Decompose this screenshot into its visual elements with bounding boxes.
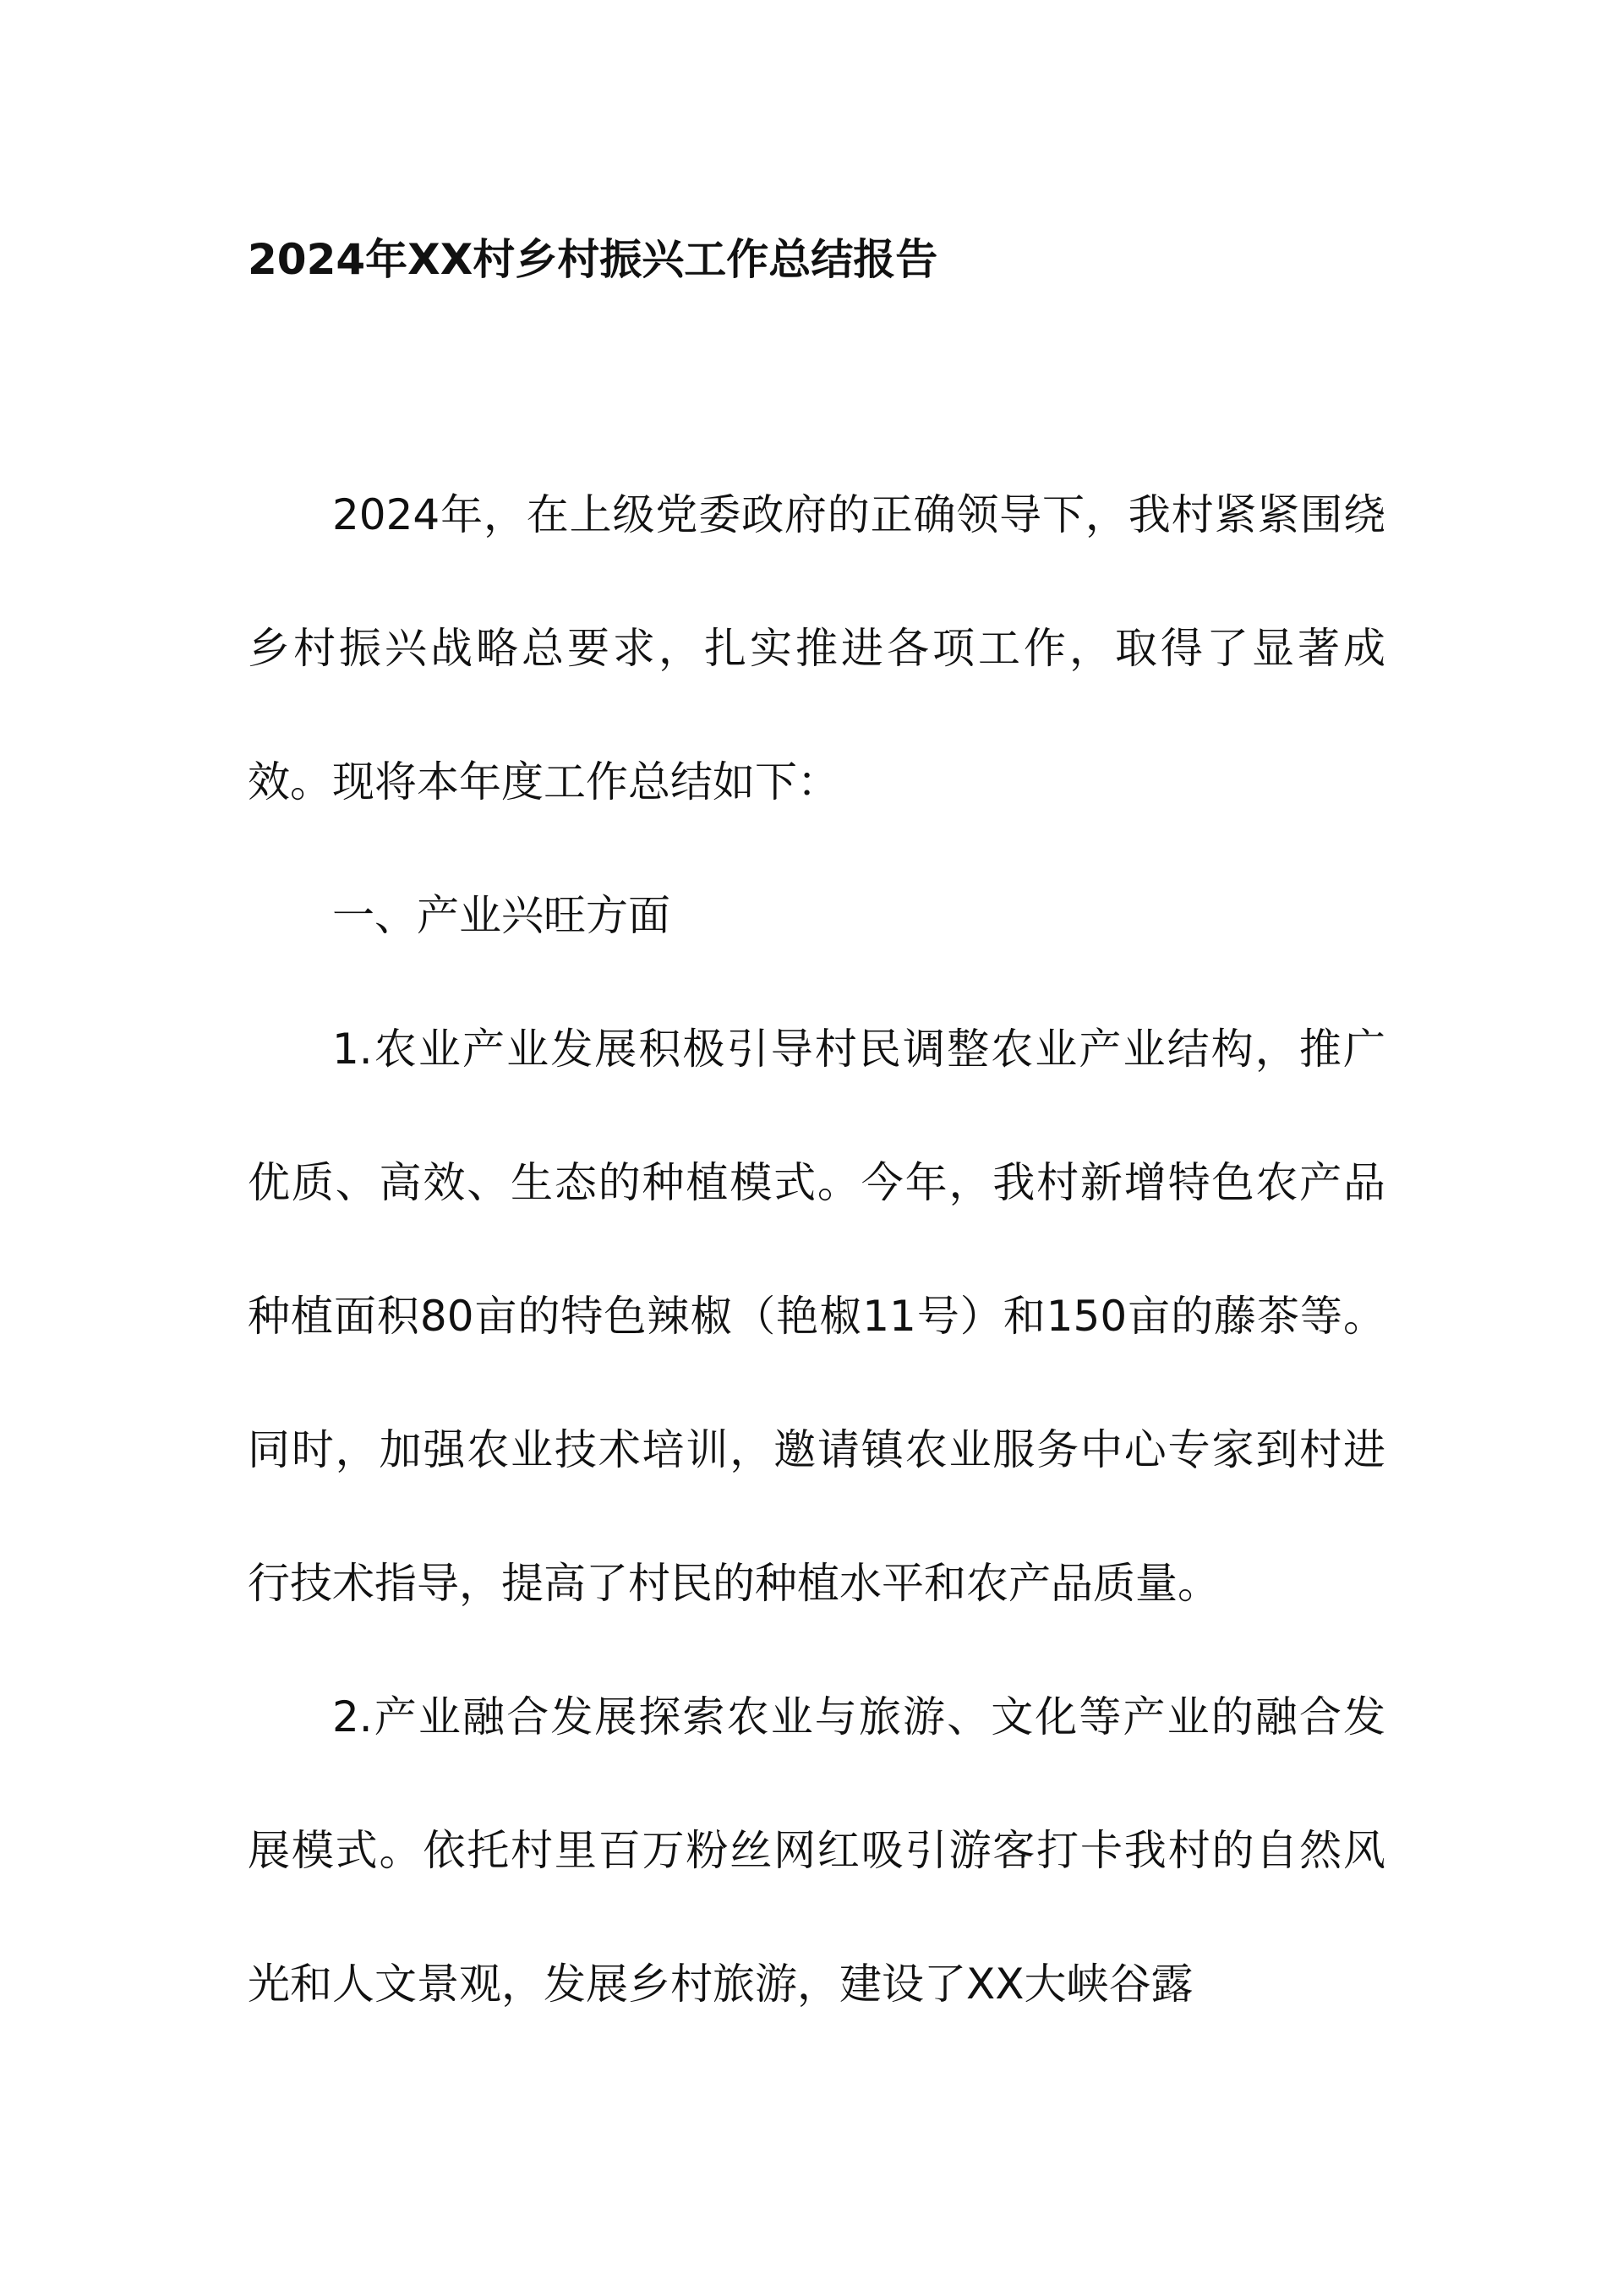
paragraph-agriculture-development: 1.农业产业发展积极引导村民调整农业产业结构，推广优质、高效、生态的种植模式。今年，我村新增特色农产品种植面积80亩的特色辣椒（艳椒11号）和150亩的藤茶等。同时，加强农业技术培训，邀请镇农业服务中心专家到村进行技术指导，提高了村民的种植水平和农产品质量。 — [248, 1025, 1385, 1608]
document-title: 2024年XX村乡村振兴工作总结报告 — [248, 235, 938, 284]
section-heading-industry: 一、产业兴旺方面 — [332, 891, 670, 940]
document-body — [248, 448, 1385, 2051]
paragraph-industry-integration: 2.产业融合发展探索农业与旅游、文化等产业的融合发展模式。依托村里百万粉丝网红吸引游客打卡我村的自然风光和人文景观，发展乡村旅游，建设了XX大峡谷露 — [248, 1692, 1385, 2009]
intro-paragraph: 2024年，在上级党委政府的正确领导下，我村紧紧围绕乡村振兴战略总要求，扎实推进各项工作，取得了显著成效。现将本年度工作总结如下： — [248, 490, 1385, 806]
